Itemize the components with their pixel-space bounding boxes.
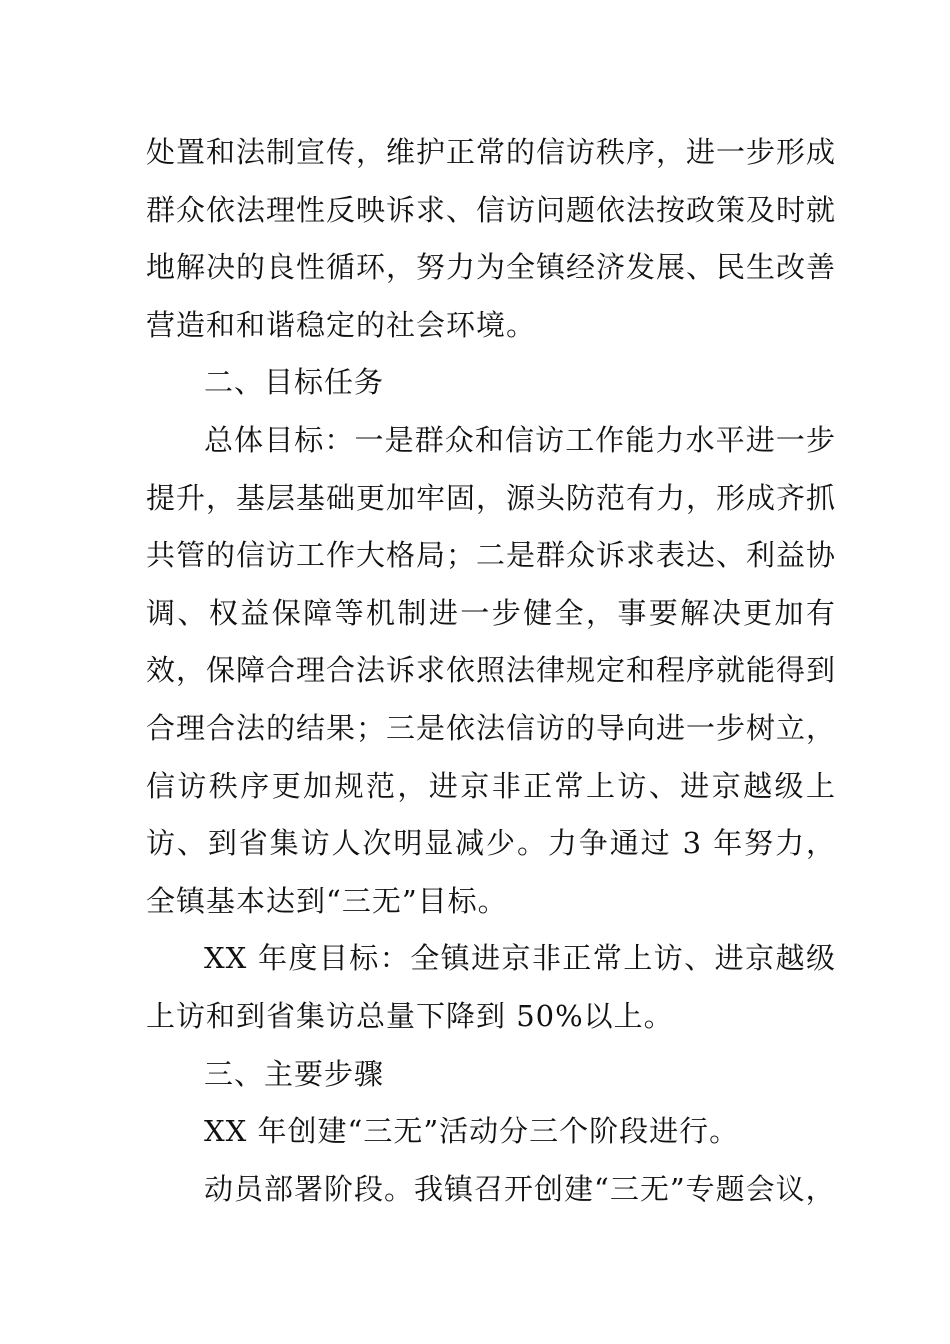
paragraph-overall-goals: 总体目标：一是群众和信访工作能力水平进一步提升，基层基础更加牢固，源头防范有力，形成齐抓共管的信访工作大格局；二是群众诉求表达、利益协调、权益保障等机制进一步健全，事要解决更加有效，保障合理合法诉求依照法律规定和程序就能得到合理合法的结果；三是依法信访的导向进一步树立，信访秩序更加规范，进京非正常上访、进京越级上访、到省集访人次明显减少。力争通过 3 年努力，全镇基本达到“三无”目标。 (146, 422, 837, 918)
paragraph-mobilization-stage: 动员部署阶段。我镇召开创建“三无”专题会议， (204, 1171, 836, 1206)
heading-goals-tasks: 二、目标任务 (204, 365, 385, 400)
document-body (146, 124, 836, 1218)
paragraph-annual-goal: XX 年度目标：全镇进京非正常上访、进京越级上访和到省集访总量下降到 50%以上。 (146, 941, 836, 1033)
paragraph-continuation: 处置和法制宣传，维护正常的信访秩序，进一步形成群众依法理性反映诉求、信访问题依法按政策及时就地解决的良性循环，努力为全镇经济发展、民生改善营造和和谐稳定的社会环境。 (146, 135, 837, 342)
paragraph-stages-intro: XX 年创建“三无”活动分三个阶段进行。 (204, 1114, 740, 1149)
heading-main-steps: 三、主要步骤 (204, 1056, 385, 1091)
